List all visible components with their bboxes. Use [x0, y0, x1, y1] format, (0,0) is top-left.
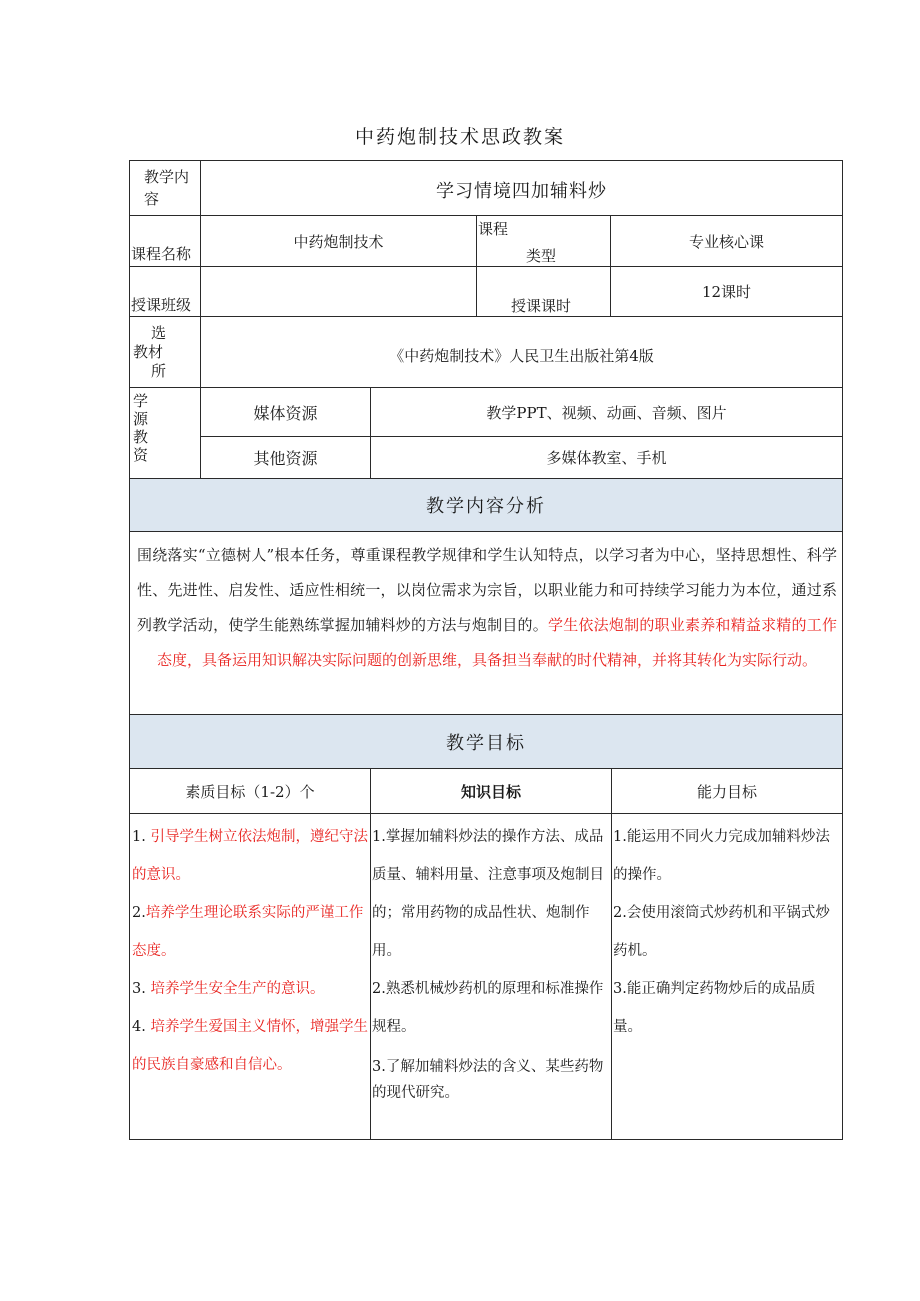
item-text: 培养学生爱国主义情怀，增强学生的民族自豪感和自信心。 [132, 1019, 368, 1073]
list-item: 2.熟悉机械炒药机的原理和标准操作规程。 [372, 981, 604, 1035]
analysis-text [137, 538, 837, 678]
table-border [129, 1139, 843, 1140]
table-border [129, 531, 843, 532]
list-item [132, 818, 370, 894]
list-item: 3.了解加辅料炒法的含义、某些药物的现代研究。 [372, 1059, 604, 1101]
resources-label-char: 学 [133, 392, 149, 410]
item-number: 2. [132, 905, 146, 921]
ability-list [613, 818, 839, 1046]
textbook-label-char: 所 [151, 362, 167, 380]
analysis-text-red: 学生依法炮制的职业素养和精益求精的工作态度，具备运用知识解决实际问题的创新思维，具备担当奉献的时代精神，并将其转化为实际行动。 [156, 616, 837, 669]
media-value: 教学PPT、视频、动画、音频、图片 [486, 403, 727, 422]
table-border [129, 160, 130, 1140]
hours-label: 授课课时 [511, 297, 572, 315]
resources-label-char: 资 [133, 446, 149, 464]
textbook-label-char: 教材 [133, 343, 164, 361]
other-label: 其他资源 [253, 449, 318, 468]
list-item [132, 1008, 370, 1084]
page-title: 中药炮制技术思政教案 [354, 126, 565, 148]
list-item: 3.能正确判定药物炒后的成品质量。 [613, 981, 816, 1035]
resources-label-char: 源 [133, 410, 149, 428]
quality-list [132, 818, 370, 1084]
course-name-value: 中药炮制技术 [293, 232, 384, 251]
table-border [129, 266, 843, 267]
table-border [129, 160, 843, 161]
objectives-heading: 教学目标 [446, 732, 526, 754]
table-border [476, 215, 477, 317]
knowledge-list [372, 818, 610, 1106]
table-border [842, 160, 843, 1140]
analysis-heading: 教学内容分析 [426, 496, 546, 517]
content-value: 学习情境四加辅料炒 [436, 181, 607, 202]
course-type-value: 专业核心课 [688, 232, 764, 251]
item-text: 培养学生安全生产的意识。 [150, 981, 325, 997]
media-label: 媒体资源 [253, 403, 318, 423]
item-text: 引导学生树立依法炮制，遵纪守法的意识。 [132, 829, 368, 883]
hours-value: 12课时 [701, 282, 752, 301]
course-type-label-2: 类型 [526, 247, 557, 265]
analysis-text-black: 围绕落实“立德树人”根本任务，尊重课程教学规律和学生认知特点，以学习者为中心，坚持思想性、科学性、先进性、启发性、适应性相统一，以岗位需求为宗旨，以职业能力和可持续学习能力为本位，通过系列教学活动，使学生能熟练掌握加辅料炒的方法与炮制目的。 [137, 546, 837, 634]
textbook-value: 《中药炮制技术》人民卫生出版社第4版 [389, 346, 654, 365]
table-border [370, 768, 371, 1140]
col-knowledge-header: 知识目标 [460, 782, 521, 801]
list-item [132, 970, 370, 1008]
table-border [129, 215, 843, 216]
list-item: 1.能运用不同火力完成加辅料炒法的操作。 [613, 829, 830, 883]
textbook-label-char: 选 [151, 324, 167, 342]
class-label: 授课班级 [131, 296, 192, 314]
table-border [129, 316, 843, 317]
course-name-label: 课程名称 [131, 245, 192, 263]
list-item: 2.会使用滚筒式炒药机和平锅式炒药机。 [613, 905, 830, 959]
table-border [129, 813, 843, 814]
other-value: 多媒体教室、手机 [546, 449, 667, 467]
resources-label-char: 教 [133, 428, 149, 446]
content-label: 教学内容 [144, 168, 190, 208]
resources-label [133, 392, 173, 464]
textbook-label [131, 324, 199, 381]
course-type-label-1: 课程 [478, 220, 509, 238]
col-quality-header: 素质目标（1-2）个 [185, 782, 315, 801]
item-number: 4. [132, 1019, 146, 1035]
list-item: 1.掌握加辅料炒法的操作方法、成品质量、辅料用量、注意事项及炮制目的；常用药物的成品性状、炮制作用。 [372, 829, 604, 959]
list-item [132, 894, 370, 970]
item-number: 1. [132, 829, 146, 845]
item-text: 培养学生理论联系实际的严谨工作态度。 [132, 905, 364, 959]
item-number: 3. [132, 981, 146, 997]
col-ability-header: 能力目标 [696, 782, 757, 801]
table-border [611, 768, 612, 1140]
